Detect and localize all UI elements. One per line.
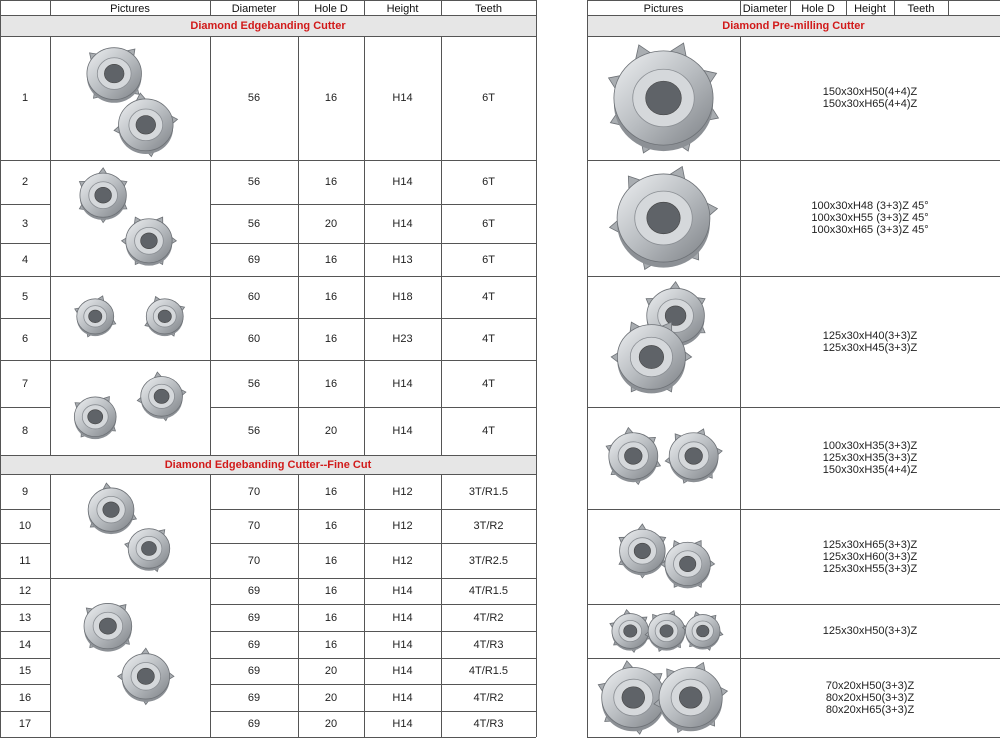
grid-line <box>298 36 299 455</box>
cell-hole: 16 <box>324 176 338 188</box>
spec-cell: 125x30xH65(3+3)Z 125x30xH60(3+3)Z 125x30xH55(3+3)Z <box>822 538 918 575</box>
row-number: 2 <box>21 176 29 188</box>
cell-teeth: 4T <box>482 333 495 345</box>
cell-teeth: 3T/R2.5 <box>468 554 509 567</box>
spec-cell: 100x30xH35(3+3)Z 125x30xH35(3+3)Z 150x30xH35(4+4)Z <box>822 440 918 476</box>
row-number: 9 <box>21 485 29 498</box>
grid-line <box>0 474 1 737</box>
cutter-photo <box>588 161 739 275</box>
row-number: 7 <box>21 377 29 390</box>
cell-diameter: 56 <box>247 425 261 437</box>
cell-teeth: 4T <box>482 377 495 390</box>
spec-cell: 150x30xH50(4+4)Z 150x30xH65(4+4)Z <box>822 86 918 110</box>
grid-line <box>210 509 536 510</box>
cell-hole: 16 <box>324 585 338 597</box>
grid-line <box>790 0 791 15</box>
grid-line <box>210 658 536 659</box>
cell-diameter: 60 <box>247 291 261 303</box>
cell-height: H14 <box>392 665 413 677</box>
row-number: 12 <box>18 585 32 597</box>
cell-diameter: 70 <box>247 485 261 498</box>
grid-line <box>210 204 536 205</box>
grid-line <box>948 0 949 15</box>
row-number: 14 <box>18 638 32 651</box>
spec-cell: 70x20xH50(3+3)Z 80x20xH50(3+3)Z 80x20xH65(3+3)Z <box>825 679 915 716</box>
cell-height: H14 <box>392 92 413 104</box>
grid-line <box>0 0 1 15</box>
cell-diameter: 56 <box>247 217 261 230</box>
grid-line <box>0 15 536 16</box>
cutter-photo <box>588 605 739 657</box>
row-number: 13 <box>18 611 32 624</box>
cell-teeth: 6T <box>482 253 495 266</box>
cell-height: H18 <box>392 291 413 303</box>
cell-height: H14 <box>392 377 413 390</box>
grid-line <box>536 455 537 474</box>
cutter-photo <box>51 161 209 275</box>
cutter-photo <box>588 408 739 508</box>
grid-line <box>0 455 1 474</box>
cell-hole: 16 <box>324 291 338 303</box>
cell-teeth: 4T/R2 <box>473 611 504 624</box>
grid-line <box>536 0 537 15</box>
row-number: 3 <box>21 217 29 230</box>
row-number: 5 <box>21 291 29 303</box>
section-title-fine-cut: Diamond Edgebanding Cutter--Fine Cut <box>0 455 536 474</box>
cell-hole: 20 <box>324 691 338 704</box>
grid-line <box>740 36 741 737</box>
cutter-photo <box>588 659 739 736</box>
row-number: 10 <box>18 520 32 532</box>
cell-hole: 16 <box>324 554 338 567</box>
section-title-edgebanding: Diamond Edgebanding Cutter <box>0 15 536 36</box>
spec-cell: 125x30xH50(3+3)Z <box>822 625 918 637</box>
cell-height: H14 <box>392 611 413 624</box>
grid-line <box>740 0 741 15</box>
row-number: 4 <box>21 253 29 266</box>
cell-height: H13 <box>392 253 413 266</box>
left-header-hole-d: Hole D <box>314 3 348 15</box>
grid-line <box>0 658 50 659</box>
grid-line <box>894 0 895 15</box>
cell-diameter: 56 <box>247 377 261 390</box>
grid-line <box>0 318 50 319</box>
cell-diameter: 56 <box>247 176 261 188</box>
cell-diameter: 69 <box>247 691 261 704</box>
cutter-photo <box>51 579 209 736</box>
grid-line <box>441 36 442 455</box>
cell-teeth: 4T <box>482 291 495 303</box>
grid-line <box>364 36 365 455</box>
cell-height: H14 <box>392 718 413 730</box>
cell-teeth: 6T <box>482 217 495 230</box>
cell-diameter: 70 <box>247 520 261 532</box>
cutter-photo <box>51 361 209 454</box>
cell-diameter: 69 <box>247 253 261 266</box>
grid-line <box>0 243 50 244</box>
cell-teeth: 4T/R1.5 <box>468 585 509 597</box>
cutter-photo <box>588 37 739 159</box>
cell-hole: 20 <box>324 665 338 677</box>
row-number: 8 <box>21 425 29 437</box>
grid-line <box>298 474 299 737</box>
grid-line <box>0 684 50 685</box>
cell-hole: 16 <box>324 253 338 266</box>
cell-diameter: 70 <box>247 554 261 567</box>
grid-line <box>210 604 536 605</box>
cell-hole: 16 <box>324 92 338 104</box>
cell-height: H12 <box>392 485 413 498</box>
left-header-height: Height <box>386 3 419 15</box>
grid-line <box>298 0 299 15</box>
grid-line <box>210 631 536 632</box>
right-header-height: Height <box>854 3 886 15</box>
grid-line <box>0 509 50 510</box>
cell-hole: 16 <box>324 485 338 498</box>
grid-line <box>210 711 536 712</box>
grid-line <box>210 684 536 685</box>
cell-hole: 20 <box>324 718 338 730</box>
cell-teeth: 4T/R3 <box>473 718 504 730</box>
grid-line <box>441 0 442 15</box>
cell-diameter: 69 <box>247 638 261 651</box>
row-number: 17 <box>18 718 32 730</box>
cell-hole: 16 <box>324 333 338 345</box>
grid-line <box>364 0 365 15</box>
cell-height: H14 <box>392 691 413 704</box>
spec-cell: 100x30xH48 (3+3)Z 45° 100x30xH55 (3+3)Z 45° 100x30xH65 (3+3)Z 45° <box>811 200 929 236</box>
right-header-hole-d: Hole D <box>801 3 835 15</box>
row-number: 16 <box>18 691 32 704</box>
cell-teeth: 3T/R2 <box>473 520 504 532</box>
grid-line <box>0 631 50 632</box>
cell-hole: 16 <box>324 377 338 390</box>
cell-diameter: 56 <box>247 92 261 104</box>
right-header-teeth: Teeth <box>907 3 935 15</box>
cutter-photo <box>51 277 209 359</box>
cell-hole: 16 <box>324 638 338 651</box>
grid-line <box>587 0 588 15</box>
cell-height: H12 <box>392 554 413 567</box>
row-number: 15 <box>18 665 32 677</box>
cell-teeth: 6T <box>482 176 495 188</box>
grid-line <box>210 0 211 15</box>
cell-teeth: 4T/R3 <box>473 638 504 651</box>
cell-teeth: 4T/R1.5 <box>468 665 509 677</box>
grid-line <box>587 15 1000 16</box>
right-header-diameter: Diameter <box>742 3 788 15</box>
grid-line <box>0 204 50 205</box>
grid-line <box>441 474 442 737</box>
grid-line <box>0 15 1 36</box>
left-header-diameter: Diameter <box>231 3 277 15</box>
cell-height: H14 <box>392 217 413 230</box>
cutter-photo <box>51 37 209 159</box>
cell-hole: 16 <box>324 520 338 532</box>
cell-height: H14 <box>392 585 413 597</box>
grid-line <box>846 0 847 15</box>
grid-line <box>50 0 51 15</box>
cell-diameter: 60 <box>247 333 261 345</box>
cell-diameter: 69 <box>247 585 261 597</box>
grid-line <box>210 243 536 244</box>
cell-hole: 20 <box>324 217 338 230</box>
cell-diameter: 69 <box>247 611 261 624</box>
grid-line <box>364 474 365 737</box>
cell-teeth: 4T <box>482 425 495 437</box>
cell-hole: 16 <box>324 611 338 624</box>
cutter-photo <box>588 510 739 603</box>
grid-line <box>536 474 537 737</box>
grid-line <box>536 15 537 36</box>
left-header-teeth: Teeth <box>475 3 502 15</box>
row-number: 1 <box>21 92 29 104</box>
grid-line <box>210 407 536 408</box>
cell-height: H23 <box>392 333 413 345</box>
cell-hole: 20 <box>324 425 338 437</box>
cell-height: H14 <box>392 638 413 651</box>
section-title-pre-milling: Diamond Pre-milling Cutter <box>587 15 1000 36</box>
cutter-photo <box>588 277 739 406</box>
cell-height: H14 <box>392 176 413 188</box>
grid-line <box>0 36 1 455</box>
grid-line <box>0 604 50 605</box>
spec-cell: 125x30xH40(3+3)Z 125x30xH45(3+3)Z <box>822 329 918 354</box>
grid-line <box>210 318 536 319</box>
grid-line <box>0 455 536 456</box>
row-number: 6 <box>21 333 29 345</box>
cell-height: H12 <box>392 520 413 532</box>
right-header-pictures: Pictures <box>643 3 684 15</box>
grid-line <box>210 543 536 544</box>
grid-line <box>210 36 211 455</box>
grid-line <box>0 0 536 1</box>
cell-teeth: 3T/R1.5 <box>468 485 509 498</box>
cutter-photo <box>51 475 209 577</box>
cell-teeth: 4T/R2 <box>473 691 504 704</box>
cell-diameter: 69 <box>247 718 261 730</box>
grid-line <box>0 711 50 712</box>
grid-line <box>587 15 588 36</box>
grid-line <box>587 0 1000 1</box>
cell-height: H14 <box>392 425 413 437</box>
grid-line <box>536 36 537 455</box>
grid-line <box>0 407 50 408</box>
row-number: 11 <box>19 554 31 567</box>
grid-line <box>0 543 50 544</box>
cell-teeth: 6T <box>482 92 495 104</box>
cell-diameter: 69 <box>247 665 261 677</box>
left-header-pictures: Pictures <box>110 3 150 15</box>
grid-line <box>210 474 211 737</box>
